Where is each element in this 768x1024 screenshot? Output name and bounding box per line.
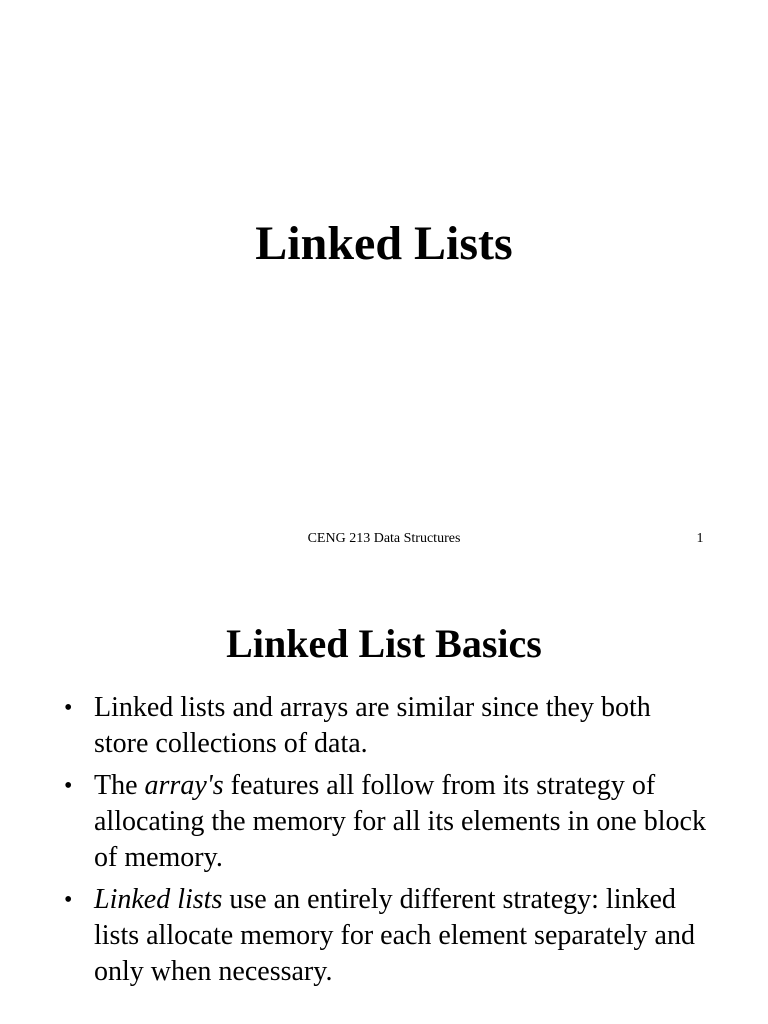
bullet-icon: • — [64, 887, 73, 913]
bullet-text: features all follow from its strategy of allocating the memory for all its elements in one block of memory. — [94, 770, 706, 873]
slide-title: Linked Lists — [255, 217, 513, 270]
bullet-list — [0, 690, 768, 996]
bullet-item — [0, 690, 768, 762]
section-title: Linked List Basics — [226, 621, 542, 666]
bullet-text: use an entirely different strategy: linked lists allocate memory for each element separately and only when necessary. — [94, 884, 695, 987]
bullet-text: Linked lists and arrays are similar since they both store collections of data. — [94, 692, 651, 759]
page-number: 1 — [696, 531, 704, 546]
content-slide — [0, 576, 768, 1024]
bullet-icon: • — [64, 773, 73, 799]
bullet-item — [0, 768, 768, 876]
footer-course-name: CENG 213 Data Structures — [307, 531, 461, 546]
bullet-item — [0, 882, 768, 990]
bullet-icon: • — [64, 695, 73, 721]
bullet-text-pre: The — [94, 770, 145, 801]
bullet-text-emphasis: array's — [144, 770, 224, 801]
bullet-text-emphasis: Linked lists — [94, 884, 223, 915]
